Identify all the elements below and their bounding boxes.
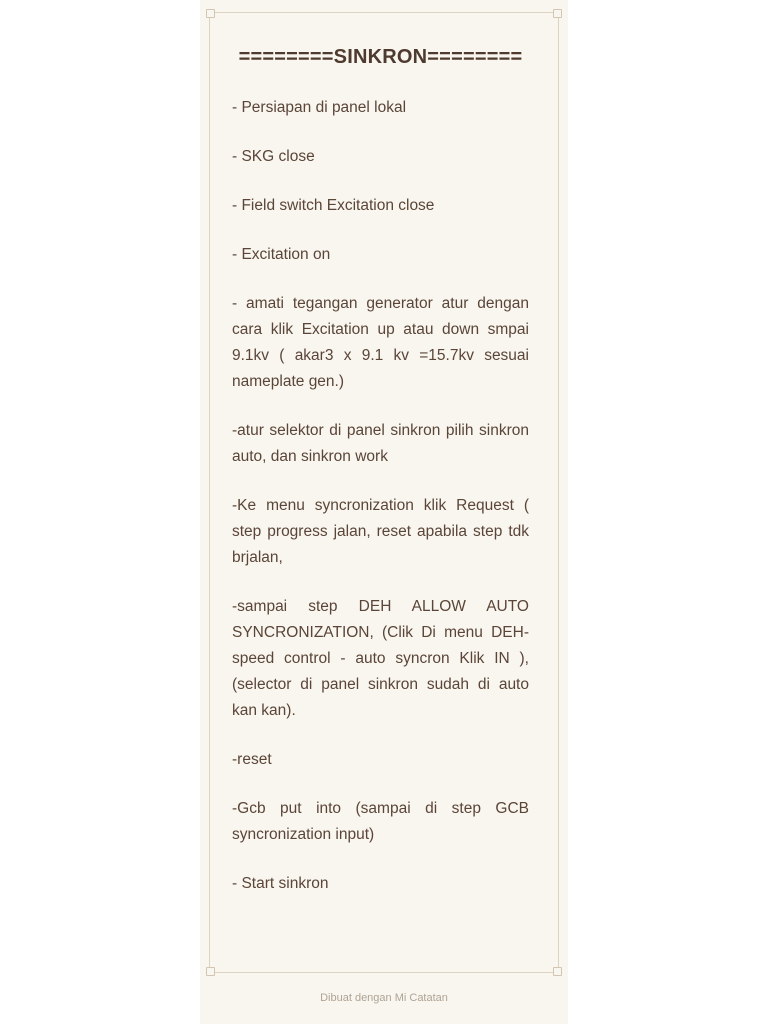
corner-ornament-icon (553, 967, 562, 976)
note-content (232, 40, 529, 897)
note-title: ========SINKRON======== (238, 46, 523, 68)
list-item: -Ke menu syncronization klik Request ( step progress jalan, reset apabila step tdk brjalan, (232, 497, 529, 566)
list-item: - amati tegangan generator atur dengan cara klik Excitation up atau down smpai 9.1kv ( akar3 x 9.1 kv =15.7kv sesuai nameplate gen.) (232, 295, 529, 390)
list-item: -atur selektor di panel sinkron pilih sinkron auto, dan sinkron work (232, 422, 529, 465)
list-item: - SKG close (232, 148, 315, 165)
corner-ornament-icon (553, 9, 562, 18)
list-item: - Field switch Excitation close (232, 197, 435, 214)
step-list (232, 95, 529, 897)
list-item: - Start sinkron (232, 875, 329, 892)
list-item: -Gcb put into (sampai di step GCB syncronization input) (232, 800, 529, 843)
app-watermark: Dibuat dengan Mi Catatan (320, 992, 448, 1004)
list-item: -reset (232, 751, 272, 768)
list-item: - Excitation on (232, 246, 331, 263)
corner-ornament-icon (206, 967, 215, 976)
list-item: -sampai step DEH ALLOW AUTO SYNCRONIZATION, (Clik Di menu DEH-speed control - auto syncron Klik IN ),(selector di panel sinkron sudah di auto kan kan). (232, 598, 529, 719)
corner-ornament-icon (206, 9, 215, 18)
list-item: - Persiapan di panel lokal (232, 99, 407, 116)
